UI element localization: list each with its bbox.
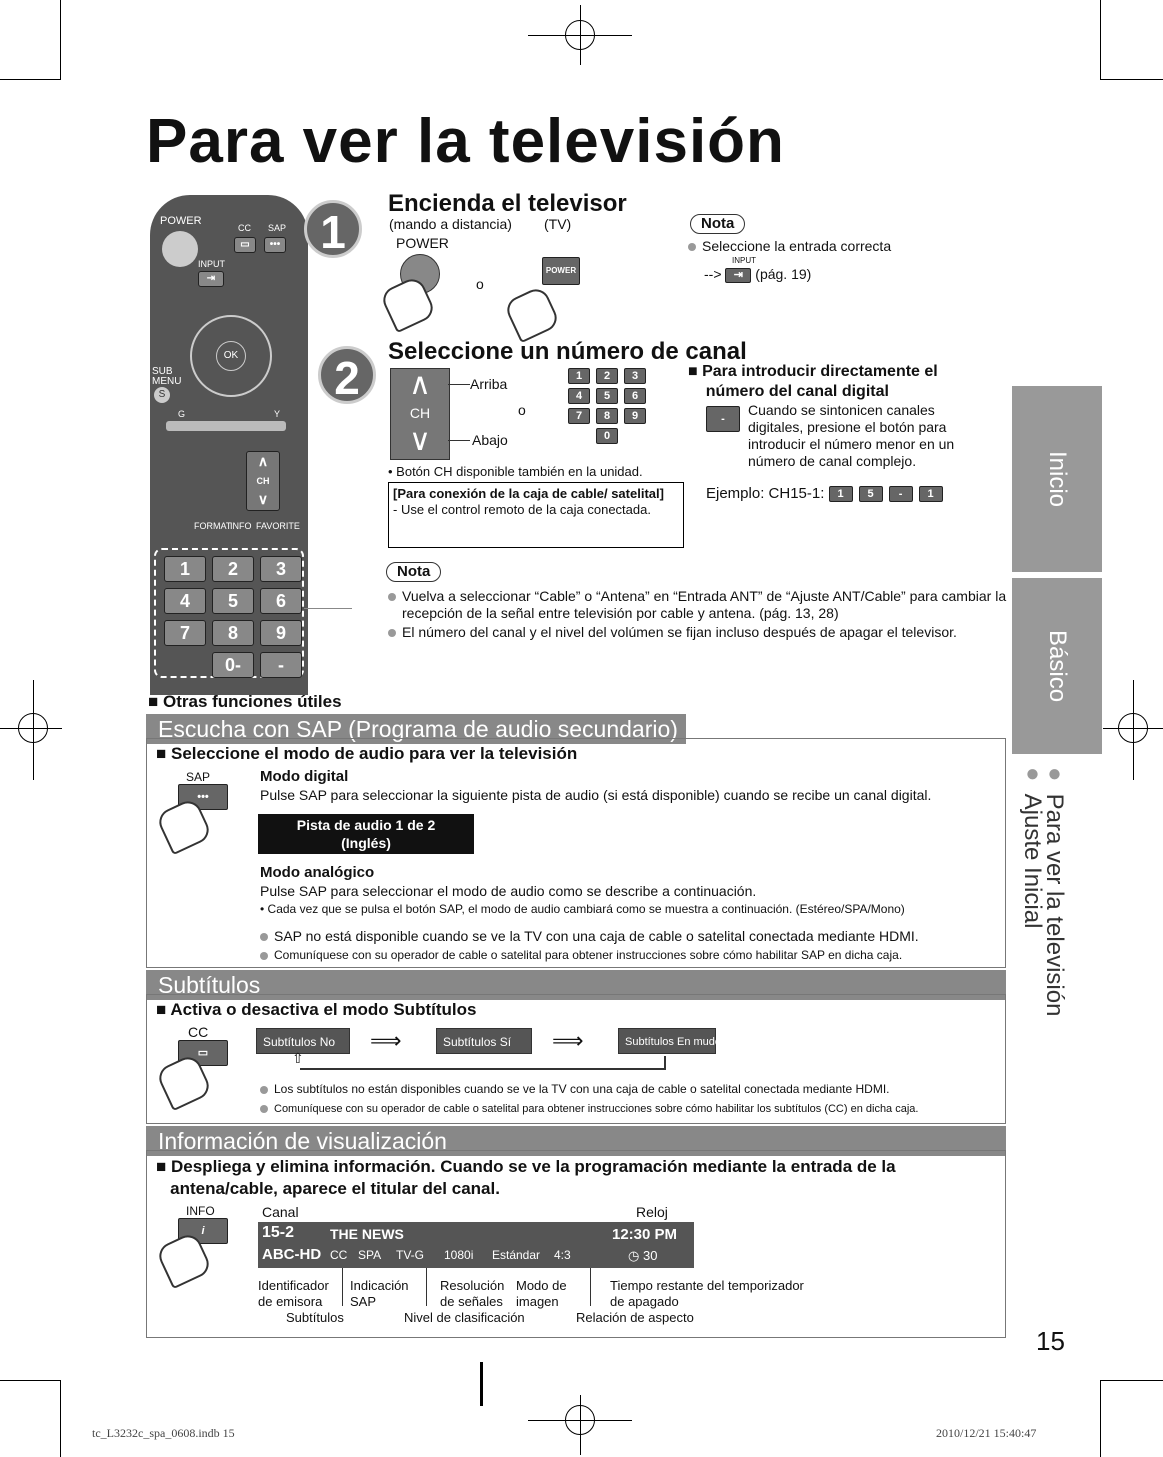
subt-bullet [260,1102,918,1117]
bullet-icon: ● [1019,760,1046,787]
sap-bullet [260,948,902,963]
crop-mark [60,1380,61,1457]
direct-example [706,485,949,502]
ok-button: OK [216,341,246,371]
step-1-subtitle: (mando a distancia) [389,216,512,232]
info-key-label: INFO [186,1204,215,1218]
remote-number-key: 7 [164,620,206,646]
channel-banner [258,1222,694,1268]
remote-number-key: 0- [212,652,254,678]
nota-2-text: El número del canal y el nivel del volúmen se fijan incluso después de apagar el televisor. [402,624,957,640]
step-2-note-text: Botón CH disponible también en la unidad. [396,464,643,479]
cc-key-icon: ▭ [178,1040,228,1066]
arrow-right-icon: ⟹ [552,1028,584,1053]
number-key: 9 [624,408,646,424]
nota-1-ref [704,266,811,283]
favorite-label: FAVORITE [256,521,300,531]
rel-label: Relación de aspecto [576,1310,694,1325]
banner-time: 12:30 PM [612,1226,678,1243]
step-1-or: o [476,276,484,292]
otras-heading: ■ Otras funciones útiles [148,692,342,711]
sap-heading-text: Seleccione el modo de audio para ver la televisión [171,744,578,763]
subt-bullet-text: Comuníquese con su operador de cable o satelital para obtener instrucciones sobre cómo habilitar los subtítulos (CC) en dicha caja. [274,1103,919,1115]
bullet-icon [260,952,268,960]
ch-rocker-label: CH [409,405,431,421]
nota-2-label: Nota [386,562,441,582]
direct-text: Cuando se sintonicen canales digitales, presione el botón para introducir el número menor en un número de canal complejo. [748,402,955,469]
leader-line [426,1268,427,1306]
digital-title: Modo digital [260,768,349,785]
sidebar-vertical-text-2 [1040,760,1068,1017]
banner-timer-value: 30 [642,1248,658,1263]
numpad-callout-line [304,608,352,609]
example-key: 1 [829,486,853,502]
ch-rocker: ∧ CH ∨ [390,368,450,460]
analog-note: • Cada vez que se pulsa el botón SAP, el modo de audio cambiará como se muestra a continuación. (Estéreo/SPA/Mono) [260,902,905,916]
page-title: Para ver la televisión [146,107,785,176]
registration-circle [565,20,595,50]
loop-arrow-head: ⇧ [292,1050,304,1066]
cable-box-note [388,482,684,548]
tab-inicio: Inicio [1012,386,1102,572]
direct-title: ■ Para introducir directamente el número del canal digital [688,363,938,400]
footer-left: tc_L3232c_spa_0608.indb 15 [92,1426,235,1440]
otras-text: Otras funciones útiles [163,692,342,711]
banner-program: THE NEWS [330,1226,404,1242]
crop-mark [0,1380,60,1381]
step-2-title: Seleccione un número de canal [388,338,747,365]
remote-number-key: 9 [260,620,302,646]
reloj-label: Reloj [636,1204,668,1220]
registration-circle [18,713,48,743]
analog-note-text: Cada vez que se pulsa el botón SAP, el modo de audio cambiará como se muestra a continuación. (Estéreo/SPA/Mono) [267,902,905,916]
example-key: - [889,486,913,502]
sap-label: SAP [268,223,287,233]
audio-track-line1: Pista de audio 1 de 2 [296,817,436,833]
crop-mark [0,79,60,80]
banner-aspect: 4:3 [554,1248,571,1262]
crop-mark [60,0,61,80]
ch-button: ∧ CH ∨ [246,451,280,511]
remote-number-key: 4 [164,588,206,614]
remote-number-key: 1 [164,556,206,582]
direct-title-line1: Para introducir directamente el [702,363,938,380]
bullet-icon: ● [1041,760,1068,787]
power-button [162,231,198,267]
sidebar-para-ver: Para ver la televisión [1041,793,1068,1017]
banner-rating: TV-G [396,1248,425,1262]
nota-2-item [388,624,988,641]
example-label: Ejemplo: CH15-1: [706,485,825,502]
input-label: INPUT [198,259,225,269]
banner-channel: 15-2 [262,1224,295,1241]
banner-res: 1080i [444,1248,474,1262]
abajo-label: Abajo [472,432,508,448]
gutter-line [480,1362,483,1406]
clock-icon: ◷ [628,1248,640,1263]
sap-heading: ■ Seleccione el modo de audio para ver la televisión [156,744,578,763]
nota-1-text [688,238,891,255]
info-section-bar: Información de visualización [146,1126,1006,1156]
cc-key-label: CC [188,1024,209,1040]
tiempo-label: Tiempo restante del temporizador de apagado [610,1278,804,1309]
subt-heading-text: Activa o desactiva el modo Subtítulos [170,1000,477,1019]
step-1-tv: (TV) [544,216,572,232]
analog-title: Modo analógico [260,864,375,881]
banner-mode: Estándar [492,1248,541,1262]
nota-1-page: (pág. 19) [755,266,812,282]
remote-number-key: 5 [212,588,254,614]
example-key: 1 [919,486,943,502]
power-label: POWER [160,215,202,227]
analog-text: Pulse SAP para seleccionar el modo de audio como se describe a continuación. [260,883,757,899]
subt-section-bar: Subtítulos [146,970,1006,1000]
registration-circle [1118,713,1148,743]
nivel-label: Nivel de clasificación [404,1310,525,1325]
sap-bullet [260,928,919,945]
audio-track-banner [258,814,474,854]
cc-label: CC [238,223,251,233]
nota-2-text: Vuelva a seleccionar “Cable” o “Antena” en “Entrada ANT” de “Ajuste ANT/Cable” para cambiar la recepción de la señal entre televisión por cable y antena. (pág. 13, 28) [402,588,1007,621]
remote-number-key: 6 [260,588,302,614]
number-key: 1 [568,368,590,384]
page-number: 15 [1036,1326,1065,1356]
info-label: INFO [230,521,252,531]
audio-track-line2: (Inglés) [341,835,391,851]
cc-button: ▭ [234,237,256,253]
step-2-badge: 2 [318,346,376,404]
sap-bullet-text: Comuníquese con su operador de cable o satelital para obtener instrucciones sobre cómo habilitar SAP en dicha caja. [274,948,903,962]
tab-basico: Básico [1012,578,1102,754]
subt-state-mute: Subtítulos En mudo [618,1028,716,1054]
subt-bullet [260,1082,890,1097]
sap-key-label: SAP [186,770,211,784]
remote-number-key: 2 [212,556,254,582]
crop-mark [1100,0,1101,80]
cable-box-text: - Use el control remoto de la caja conectada. [393,502,651,517]
banner-timer [628,1248,657,1264]
number-key: 3 [624,368,646,384]
crop-mark [1100,1380,1101,1457]
nota-1-label: Nota [690,214,745,234]
y-label: Y [274,409,281,419]
bullet-icon [260,933,268,941]
digital-text: Pulse SAP para seleccionar la siguiente pista de audio (si está disponible) cuando se recibe un canal digital. [260,787,932,803]
abajo-line [448,440,470,441]
subt-bullet-text: Los subtítulos no están disponibles cuando se ve la TV con una caja de cable o satelital conectada mediante HDMI. [274,1082,890,1096]
nota-1-line: Seleccione la entrada correcta [702,238,892,254]
number-keys-grid [568,368,646,444]
footer-right: 2010/12/21 15:40:47 [936,1426,1037,1440]
registration-circle [565,1405,595,1435]
sap-bullet-text: SAP no está disponible cuando se ve la TV con una caja de cable o satelital conectada mediante HDMI. [274,928,919,944]
banner-cc: CC [330,1248,348,1262]
sap-key-icon: ••• [178,784,228,810]
format-label: FORMAT [194,521,232,531]
subt-state-off: Subtítulos No [256,1028,350,1054]
banner-spa: SPA [358,1248,382,1262]
info-heading: ■ Despliega y elimina información. Cuando se ve la programación mediante la entrada de la antena/cable, aparece el titular del canal. [156,1157,896,1198]
number-key: 0 [596,428,618,444]
color-buttons [166,421,286,431]
s-button: S [154,387,170,403]
g-label: G [178,409,186,419]
arriba-line [448,384,470,385]
step-2-note: • Botón CH disponible también en la unidad. [388,464,643,479]
resol-label: Resolución de señales [440,1278,505,1309]
info-heading-line1: Despliega y elimina información. Cuando se ve la programación mediante la entrada de la [171,1157,896,1176]
step-1-power-label: POWER [396,235,449,251]
crop-mark [1100,1380,1163,1381]
remote-number-key: 8 [212,620,254,646]
bullet-icon [388,593,396,601]
number-key: 8 [596,408,618,424]
dash-key-icon: - [706,406,740,432]
crop-mark [1100,79,1163,80]
sap-section-bar: Escucha con SAP (Programa de audio secundario) [146,714,686,744]
input-button: ⇥ [198,271,224,287]
arrow-text: --> [704,266,722,282]
arriba-label: Arriba [470,376,508,392]
hand-pointer-icon [503,285,561,343]
number-key: 4 [568,388,590,404]
bullet-icon [260,1105,268,1113]
input-key-icon: ⇥ [725,268,751,283]
nota-1-input-label: INPUT [732,256,756,265]
sub-menu-label: SUB MENU [152,366,182,387]
leader-line [342,1268,343,1306]
subt-state-on: Subtítulos Sí [436,1028,532,1054]
banner-station: ABC-HD [262,1246,322,1263]
numpad-keys [156,550,302,678]
number-key: 2 [596,368,618,384]
loop-arrow [300,1056,666,1070]
ch-label: CH [256,476,270,486]
direct-title-line2: número del canal digital [705,383,889,400]
number-key: 7 [568,408,590,424]
remote-number-key: - [260,652,302,678]
step-1-badge: 1 [304,200,362,258]
bullet-icon [688,243,696,251]
canal-label: Canal [262,1204,299,1220]
step-2-or: o [518,402,526,418]
bullet-icon [388,629,396,637]
leader-line [590,1268,591,1306]
info-heading-line2: antena/cable, aparece el titular del canal. [170,1179,500,1198]
nota-2-item [388,588,1008,622]
arrow-right-icon: ⟹ [370,1028,402,1053]
indic-label: Indicación SAP [350,1278,409,1309]
sap-button: ••• [264,237,286,253]
number-key: 5 [596,388,618,404]
ident-label: Identificador de emisora [258,1278,329,1309]
cable-box-title: [Para conexión de la caja de cable/ satelital] [393,486,664,501]
subt-heading: ■ Activa o desactiva el modo Subtítulos [156,1000,477,1019]
sidebar-ajuste: Ajuste Inicial [1019,793,1046,929]
bullet-icon [260,1086,268,1094]
modo-label: Modo de imagen [516,1278,567,1309]
number-key: 6 [624,388,646,404]
subt-label: Subtítulos [286,1310,344,1325]
remote-number-key: 3 [260,556,302,582]
info-key-icon: i [178,1218,228,1244]
step-1-title: Encienda el televisor [388,190,627,217]
power-key: POWER [542,257,580,285]
example-key: 5 [859,486,883,502]
numpad-highlight [154,548,304,678]
example-keys [829,485,949,502]
